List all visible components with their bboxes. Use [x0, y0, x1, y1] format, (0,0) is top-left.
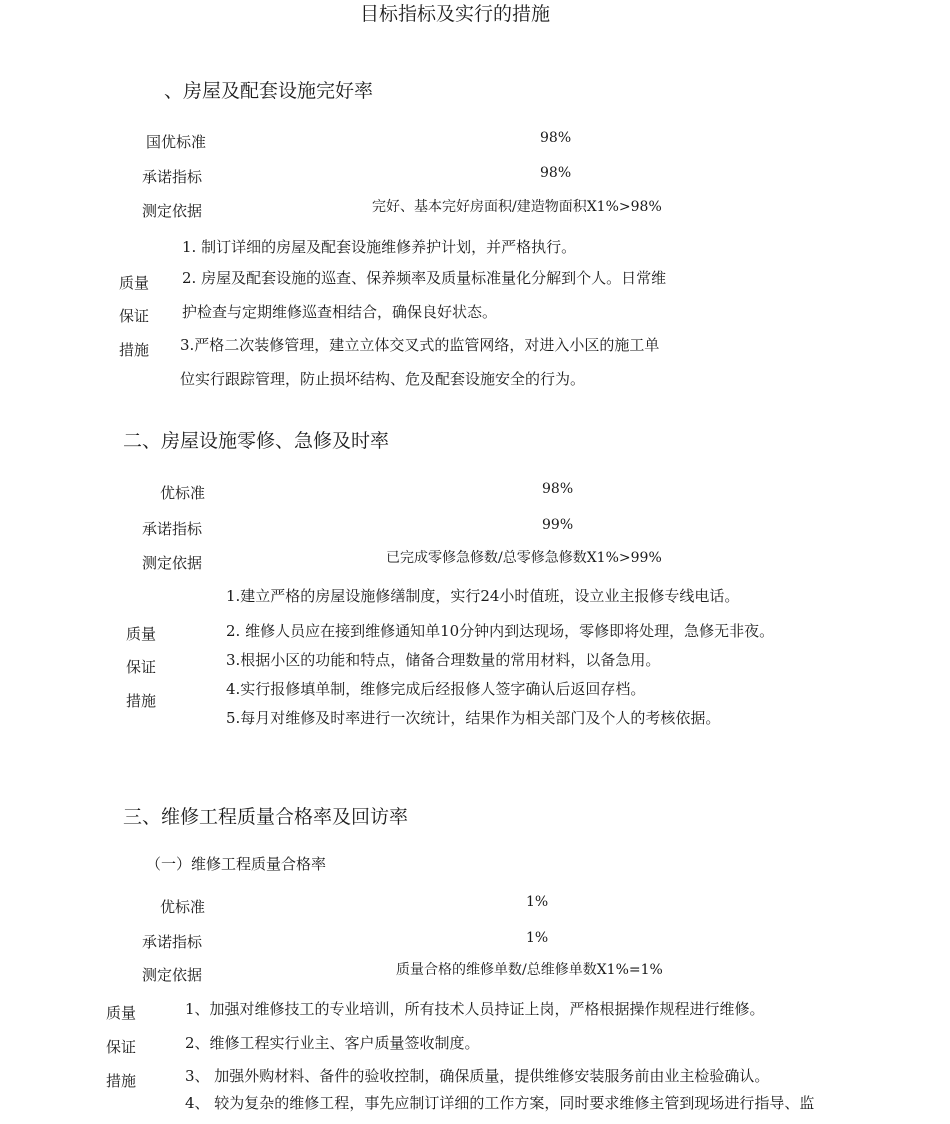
- s1-row-label-2: 承诺指标: [142, 168, 203, 186]
- s2-measure-1: 1.建立严格的房屋设施修缮制度，实行24小时值班，设立业主报修专线电话。: [226, 587, 740, 605]
- s2-row-label-1: 优标准: [160, 484, 206, 502]
- s1-side-label-2: 保证: [119, 307, 150, 325]
- s1-measure-5: 位实行跟踪管理，防止损坏结构、危及配套设施安全的行为。: [180, 370, 586, 388]
- page-title: 目标指标及实行的措施: [360, 3, 551, 25]
- s1-row-value-2: 98%: [540, 165, 572, 181]
- s1-measure-3: 护检查与定期维修巡查相结合，确保良好状态。: [182, 303, 498, 321]
- s1-measure-1: 1. 制订详细的房屋及配套设施维修养护计划，并严格执行。: [182, 238, 577, 256]
- s2-side-label-1: 质量: [126, 625, 157, 643]
- s2-row-value-3: 已完成零修急修数/总零修急修数Ⅹ1%>99%: [386, 550, 662, 566]
- section-2-heading: 二、房屋设施零修、急修及时率: [123, 430, 390, 452]
- s2-side-label-3: 措施: [126, 692, 157, 710]
- s1-side-label-1: 质量: [119, 274, 150, 292]
- section-1-heading: 、房屋及配套设施完好率: [164, 80, 374, 102]
- s3-measure-2: 2、维修工程实行业主、客户质量签收制度。: [185, 1034, 480, 1052]
- section-3-subheading: （一）维修工程质量合格率: [146, 855, 327, 873]
- s2-measure-4: 4.实行报修填单制，维修完成后经报修人签字确认后返回存档。: [226, 680, 646, 698]
- s1-side-label-3: 措施: [119, 341, 150, 359]
- s3-row-value-2: 1%: [526, 930, 549, 946]
- s3-measure-4: 4、 较为复杂的维修工程，事先应制订详细的工作方案，同时要求维修主管到现场进行指导、监: [185, 1094, 815, 1112]
- s1-row-value-1: 98%: [540, 130, 572, 146]
- s3-row-label-3: 测定依据: [142, 966, 203, 984]
- s1-row-value-3: 完好、基本完好房面积/建造物面积Ⅹ1%>98%: [372, 199, 662, 215]
- s1-row-label-3: 测定依据: [142, 202, 203, 220]
- s2-row-value-2: 99%: [542, 517, 574, 533]
- s2-row-label-3: 测定依据: [142, 554, 203, 572]
- s3-row-label-2: 承诺指标: [142, 933, 203, 951]
- s2-measure-2: 2. 维修人员应在接到维修通知单10分钟内到达现场，零修即将处理，急修无非夜。: [226, 622, 775, 640]
- s2-side-label-2: 保证: [126, 658, 157, 676]
- s1-measure-4: 3.严格二次装修管理，建立立体交叉式的监管网络，对进入小区的施工单: [180, 336, 660, 354]
- s1-row-label-1: 国优标准: [146, 133, 207, 151]
- s3-measure-3: 3、 加强外购材料、备件的验收控制，确保质量，提供维修安装服务前由业主检验确认。: [185, 1067, 770, 1085]
- s2-row-label-2: 承诺指标: [142, 520, 203, 538]
- s3-side-label-2: 保证: [106, 1038, 137, 1056]
- s3-side-label-1: 质量: [106, 1004, 137, 1022]
- section-3-heading: 三、维修工程质量合格率及回访率: [123, 806, 409, 828]
- s3-measure-1: 1、加强对维修技工的专业培训，所有技术人员持证上岗，严格根据操作规程进行维修。: [185, 1000, 765, 1018]
- s3-side-label-3: 措施: [106, 1072, 137, 1090]
- s2-row-value-1: 98%: [542, 481, 574, 497]
- s3-row-value-1: 1%: [526, 894, 549, 910]
- s2-measure-5: 5.每月对维修及时率进行一次统计，结果作为相关部门及个人的考核依据。: [226, 709, 721, 727]
- s3-row-label-1: 优标准: [160, 898, 206, 916]
- s1-measure-2: 2. 房屋及配套设施的巡查、保养频率及质量标准量化分解到个人。日常维: [182, 269, 667, 287]
- s3-row-value-3: 质量合格的维修单数/总维修单数Ⅹ1%=1%: [396, 962, 663, 978]
- s2-measure-3: 3.根据小区的功能和特点，储备合理数量的常用材料，以备急用。: [226, 651, 661, 669]
